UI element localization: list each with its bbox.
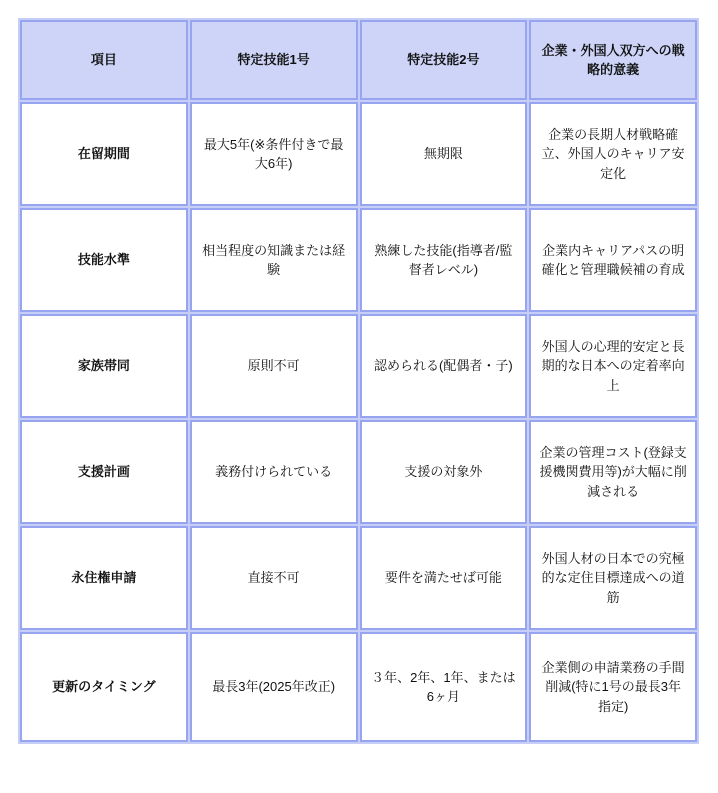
col-header-type1: 特定技能1号 xyxy=(190,20,358,100)
skilled-worker-comparison-table xyxy=(18,18,699,744)
type1-cell: 直接不可 xyxy=(190,526,358,630)
item-cell: 家族帯同 xyxy=(20,314,188,418)
col-header-item: 項目 xyxy=(20,20,188,100)
significance-cell: 外国人の心理的安定と長期的な日本への定着率向上 xyxy=(529,314,697,418)
table-row xyxy=(20,314,697,418)
type2-cell: 支援の対象外 xyxy=(360,420,528,524)
item-cell: 更新のタイミング xyxy=(20,632,188,742)
significance-cell: 企業内キャリアパスの明確化と管理職候補の育成 xyxy=(529,208,697,312)
table-row xyxy=(20,102,697,206)
comparison-table-container xyxy=(18,18,699,744)
significance-cell: 企業側の申請業務の手間削減(特に1号の最長3年指定) xyxy=(529,632,697,742)
type2-cell: 要件を満たせば可能 xyxy=(360,526,528,630)
type1-cell: 最長3年(2025年改正) xyxy=(190,632,358,742)
type1-cell: 原則不可 xyxy=(190,314,358,418)
type1-cell: 義務付けられている xyxy=(190,420,358,524)
type2-cell: ３年、2年、1年、または6ヶ月 xyxy=(360,632,528,742)
col-header-significance: 企業・外国人双方への戦略的意義 xyxy=(529,20,697,100)
type2-cell: 熟練した技能(指導者/監督者レベル) xyxy=(360,208,528,312)
type1-cell: 相当程度の知識または経験 xyxy=(190,208,358,312)
item-cell: 技能水準 xyxy=(20,208,188,312)
item-cell: 在留期間 xyxy=(20,102,188,206)
table-header xyxy=(20,20,697,100)
table-row xyxy=(20,526,697,630)
item-cell: 永住権申請 xyxy=(20,526,188,630)
table-body xyxy=(20,102,697,742)
table-row xyxy=(20,632,697,742)
type1-cell: 最大5年(※条件付きで最大6年) xyxy=(190,102,358,206)
significance-cell: 企業の長期人材戦略確立、外国人のキャリア安定化 xyxy=(529,102,697,206)
type2-cell: 認められる(配偶者・子) xyxy=(360,314,528,418)
table-row xyxy=(20,208,697,312)
header-row xyxy=(20,20,697,100)
col-header-type2: 特定技能2号 xyxy=(360,20,528,100)
significance-cell: 企業の管理コスト(登録支援機関費用等)が大幅に削減される xyxy=(529,420,697,524)
significance-cell: 外国人材の日本での究極的な定住目標達成への道筋 xyxy=(529,526,697,630)
table-row xyxy=(20,420,697,524)
type2-cell: 無期限 xyxy=(360,102,528,206)
item-cell: 支援計画 xyxy=(20,420,188,524)
